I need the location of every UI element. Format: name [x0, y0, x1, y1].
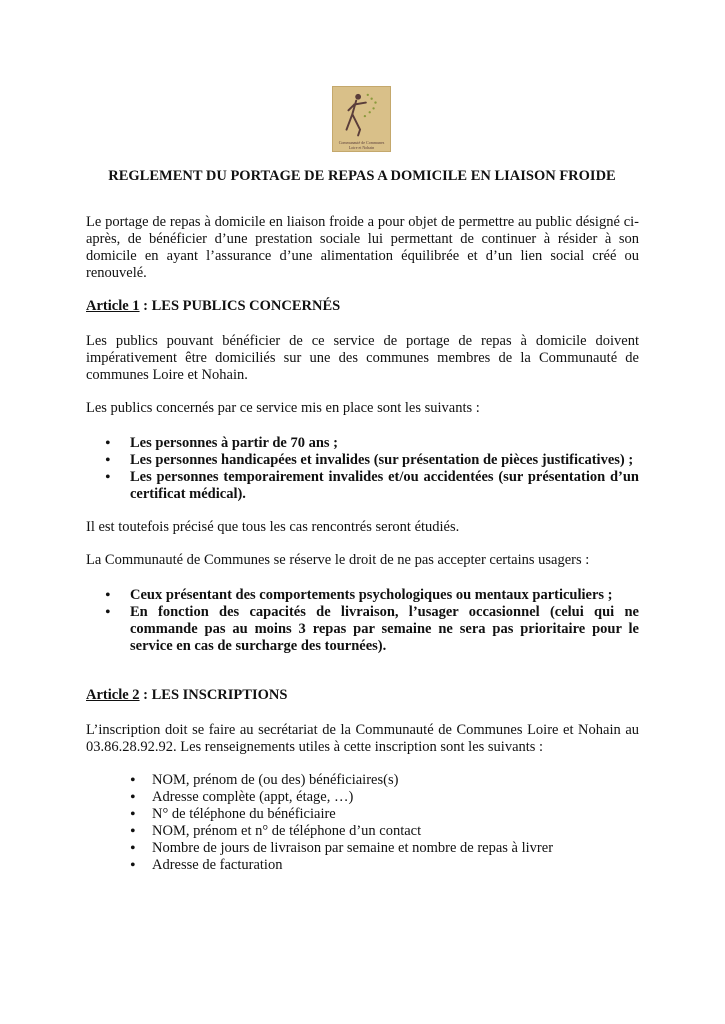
list-item: • N° de téléphone du bénéficiaire: [108, 806, 608, 823]
list-item: • Nombre de jours de livraison par semaine et nombre de repas à livrer: [108, 840, 608, 857]
article2-paragraph-1: L’inscription doit se faire au secrétariat de la Communauté de Communes Loire et Nohain au 03.86.28.92.92. Les renseignements utiles à cette inscription sont les suivants :: [86, 722, 639, 755]
page-title: REGLEMENT DU PORTAGE DE REPAS A DOMICILE EN LIAISON FROIDE: [108, 168, 616, 184]
list-item: • NOM, prénom et n° de téléphone d’un contact: [108, 823, 608, 840]
eligible-publics-list: [86, 435, 639, 503]
article1-paragraph-3: Il est toutefois précisé que tous les cas rencontrés seront étudiés.: [86, 519, 460, 535]
refused-users-list: [86, 587, 639, 655]
logo: [332, 86, 391, 152]
list-item: • En fonction des capacités de livraison, l’usager occasionnel (celui qui ne commande pas au moins 3 repas par semaine ne sera pas prioritaire pour le service en cas de surcharge des tournées).: [86, 604, 639, 655]
article1-title: : LES PUBLICS CONCERNÉS: [139, 298, 341, 314]
registration-info-list: [108, 772, 608, 874]
article2-title: : LES INSCRIPTIONS: [139, 687, 288, 703]
article2-label: Article 2: [86, 687, 140, 703]
list-item: • Les personnes à partir de 70 ans ;: [86, 435, 639, 452]
article1-paragraph-4: La Communauté de Communes se réserve le droit de ne pas accepter certains usagers :: [86, 552, 590, 568]
logo-text-line2: Loire et Nohain: [348, 145, 375, 150]
list-item: • Adresse complète (appt, étage, …): [108, 789, 608, 806]
article1-paragraph-2: Les publics concernés par ce service mis en place sont les suivants :: [86, 400, 480, 416]
list-item: • Adresse de facturation: [108, 857, 608, 874]
article1-heading: [86, 298, 340, 315]
intro-paragraph: Le portage de repas à domicile en liaison froide a pour objet de permettre au public désigné ci-après, de bénéficier d’une prestation sociale lui permettant de continuer à résider à son domicile en ayant l’assurance d’une alimentation équilibrée et d’un lien social créé ou renouvelé.: [86, 214, 639, 281]
article1-paragraph-1: Les publics pouvant bénéficier de ce service de portage de repas à domicile doivent impérativement être domiciliés sur une des communes membres de la Communauté de communes Loire et Nohain.: [86, 333, 639, 383]
list-item: • Ceux présentant des comportements psychologiques ou mentaux particuliers ;: [86, 587, 639, 604]
list-item: • Les personnes handicapées et invalides (sur présentation de pièces justificatives) ;: [86, 452, 639, 469]
list-item: • Les personnes temporairement invalides et/ou accidentées (sur présentation d’un certificat médical).: [86, 469, 639, 503]
article2-heading: [86, 687, 287, 704]
logo-text-line1: Communauté de Communes: [338, 140, 385, 145]
article1-label: Article 1: [86, 298, 140, 314]
list-item: • NOM, prénom de (ou des) bénéficiaires(s): [108, 772, 608, 789]
